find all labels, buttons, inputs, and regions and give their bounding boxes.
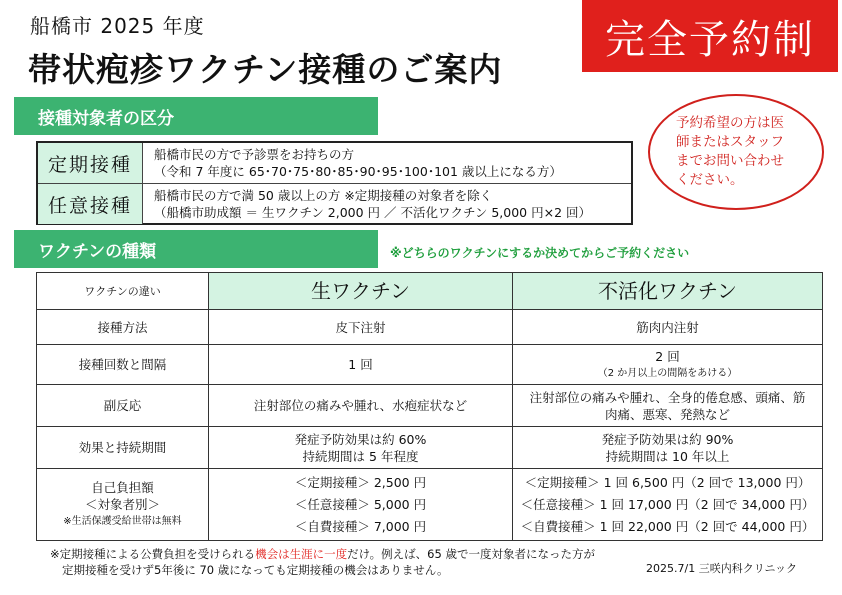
live-method: 皮下注射: [209, 310, 513, 345]
target-desc-line2: （船橋市助成額 ＝ 生ワクチン 2,000 円 ／ 不活化ワクチン 5,000 円×2 回）: [154, 205, 592, 220]
table-row: [37, 469, 823, 541]
target-label-voluntary: 任意接種: [38, 184, 143, 224]
live-effect: [209, 427, 513, 469]
row-label-method: 接種方法: [37, 310, 209, 345]
target-label-routine: 定期接種: [38, 143, 143, 183]
reservation-callout: [648, 94, 824, 210]
footnote: [50, 546, 595, 578]
footnote-pre: ※定期接種による公費負担を受けられる: [50, 547, 256, 561]
inactive-side-effects: [513, 385, 823, 427]
footnote-line1: [50, 546, 595, 562]
year-subtitle: 船橋市 2025 年度: [30, 14, 205, 38]
row-label-effect: 効果と持続期間: [37, 427, 209, 469]
section-header-vaccine-types: ワクチンの種類: [14, 230, 378, 268]
cost-label-line1: 自己負担額: [91, 480, 154, 495]
footnote-line2: 定期接種を受けず5年後に 70 歳になっても定期接種の機会はありません。: [62, 563, 449, 577]
header-live-vaccine: 生ワクチン: [209, 273, 513, 310]
page-title: 帯状疱疹ワクチン接種のご案内: [28, 50, 503, 89]
inactive-count-line1: 2 回: [655, 348, 680, 364]
row-label-count: 接種回数と間隔: [37, 345, 209, 385]
target-desc-line1: 船橋市民の方で予診票をお持ちの方: [154, 147, 355, 162]
table-row: [37, 427, 823, 469]
live-side-effects: 注射部位の痛みや腫れ、水疱症状など: [209, 385, 513, 427]
target-row-routine: [38, 143, 631, 184]
live-effect-line2: 持続期間は 5 年程度: [302, 448, 419, 464]
inactive-cost: [513, 469, 823, 541]
inactive-count-line2: （2 か月以上の間隔をあける）: [597, 367, 738, 379]
target-desc-voluntary: [154, 187, 591, 221]
target-desc-routine: [154, 146, 562, 180]
target-desc-line1: 船橋市民の方で満 50 歳以上の方 ※定期接種の対象者を除く: [154, 188, 493, 203]
live-cost: [209, 469, 513, 541]
cost-label-note: ※生活保護受給世帯は無料: [63, 516, 182, 527]
inactive-effect-line2: 持続期間は 10 年以上: [605, 448, 730, 464]
live-count: 1 回: [209, 345, 513, 385]
inactive-cost-self: ＜自費接種＞ 1 回 22,000 円（2 回で 44,000 円）: [520, 518, 815, 534]
vaccine-comparison-table: [36, 272, 823, 541]
inactive-effect-line1: 発症予防効果は約 90%: [601, 431, 734, 447]
footnote-post: だけ。例えば、65 歳で一度対象者になった方が: [347, 547, 595, 561]
target-table: [36, 141, 633, 225]
cost-label-line2: ＜対象者別＞: [84, 497, 160, 512]
inactive-cost-voluntary: ＜任意接種＞ 1 回 17,000 円（2 回で 34,000 円）: [520, 496, 815, 512]
inactive-cost-routine: ＜定期接種＞ 1 回 6,500 円（2 回で 13,000 円）: [524, 474, 811, 490]
live-cost-routine: ＜定期接種＞ 2,500 円: [294, 474, 427, 490]
footnote-emphasis: 機会は生涯に一度: [255, 547, 348, 561]
row-label-side-effects: 副反応: [37, 385, 209, 427]
inactive-method: 筋肉内注射: [513, 310, 823, 345]
clinic-signature: 2025.7/1 三咲内科クリニック: [646, 562, 798, 575]
inactive-effect: [513, 427, 823, 469]
live-effect-line1: 発症予防効果は約 60%: [294, 431, 427, 447]
row-label-difference: ワクチンの違い: [37, 273, 209, 310]
callout-text: 予約希望の方は医師またはスタッフまでお問い合わせください。: [676, 115, 784, 188]
live-cost-self: ＜自費接種＞ 7,000 円: [294, 518, 427, 534]
inactive-count: [513, 345, 823, 385]
table-row: [37, 385, 823, 427]
inactive-side-line2: 肉痛、悪寒、発熱など: [604, 406, 730, 422]
inactive-side-line1: 注射部位の痛みや腫れ、全身的倦怠感、頭痛、筋: [529, 389, 806, 405]
reservation-badge: 完全予約制: [582, 0, 838, 72]
section-header-target: 接種対象者の区分: [14, 97, 378, 135]
header-inactivated-vaccine: 不活化ワクチン: [513, 273, 823, 310]
choose-vaccine-note: ※どちらのワクチンにするか決めてからご予約ください: [390, 246, 690, 260]
target-row-voluntary: [38, 184, 631, 224]
live-cost-voluntary: ＜任意接種＞ 5,000 円: [294, 496, 427, 512]
table-row: [37, 310, 823, 345]
target-desc-line2: （令和 7 年度に 65･70･75･80･85･90･95･100･101 歳以上になる方）: [154, 164, 562, 179]
table-row: [37, 273, 823, 310]
table-row: [37, 345, 823, 385]
row-label-cost: [37, 469, 209, 541]
